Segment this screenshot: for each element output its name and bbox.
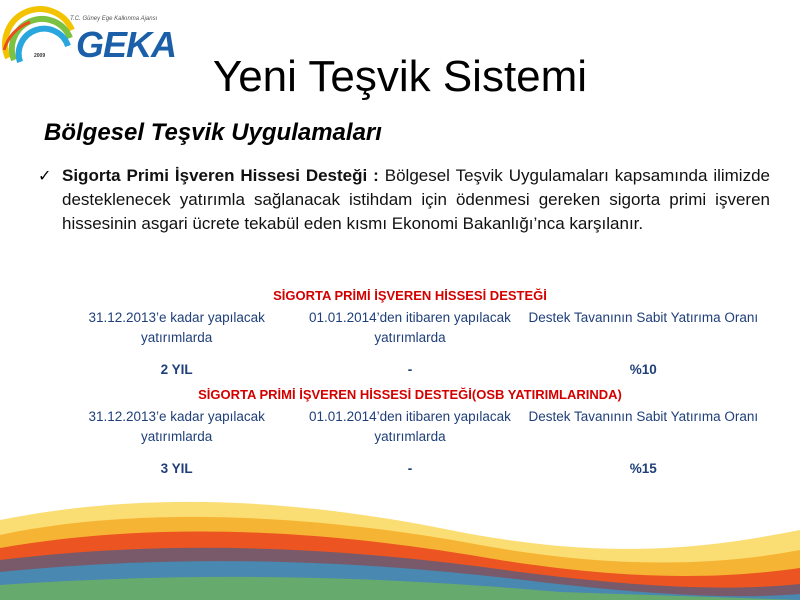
decorative-waves: [0, 460, 800, 600]
table-value-cell: -: [407, 461, 413, 476]
table-title: SİGORTA PRİMİ İŞVEREN HİSSESİ DESTEĞİ(OSB YATIRIMLARINDA): [198, 387, 622, 402]
bullet-heading: Sigorta Primi İşveren Hissesi Desteği :: [62, 166, 379, 185]
support-table-1: [60, 288, 760, 380]
bullet-body: Bölgesel Teşvik Uygulamaları kapsamında ilimizde desteklenecek yatırımla sağlanacak istihdam için ödenmesi gereken sigorta primi işveren hissesinin asgari ücrete tekabül eden kısmı Ekonomi Bakanlığı’nca karşılanır.: [62, 166, 770, 233]
table-header-cell: Destek Tavanının Sabit Yatırıma Oranı: [528, 409, 759, 424]
logo-year: 2009: [34, 53, 46, 59]
table-header-cell: 01.01.2014’den itibaren yapılacak yatırımlarda: [309, 310, 511, 345]
table-title: SİGORTA PRİMİ İŞVEREN HİSSESİ DESTEĞİ: [273, 288, 547, 303]
table-value-cell: %15: [629, 461, 657, 476]
table-header-cell: 01.01.2014’den itibaren yapılacak yatırımlarda: [309, 409, 511, 444]
bullet-item: [38, 164, 770, 236]
table-header-row: [60, 407, 760, 447]
table-header-row: [60, 308, 760, 348]
page-title: Yeni Teşvik Sistemi: [212, 52, 588, 101]
logo-wordmark: GEKA: [76, 24, 177, 65]
table-header-cell: 31.12.2013’e kadar yapılacak yatırımlarda: [88, 409, 265, 444]
section-subtitle: Bölgesel Teşvik Uygulamaları: [44, 119, 382, 146]
table-header-cell: Destek Tavanının Sabit Yatırıma Oranı: [528, 310, 759, 325]
table-value-cell: %10: [629, 362, 657, 377]
table-value-cell: -: [407, 362, 413, 377]
checkmark-icon: ✓: [38, 168, 52, 185]
bullet-text: [62, 164, 770, 236]
table-header-cell: 31.12.2013’e kadar yapılacak yatırımlarda: [88, 310, 265, 345]
table-value-cell: 3 YIL: [160, 461, 193, 476]
table-row: [60, 360, 760, 380]
table-value-cell: 2 YIL: [160, 362, 193, 377]
logo-agency-text: T.C. Güney Ege Kalkınma Ajansı: [70, 16, 158, 22]
